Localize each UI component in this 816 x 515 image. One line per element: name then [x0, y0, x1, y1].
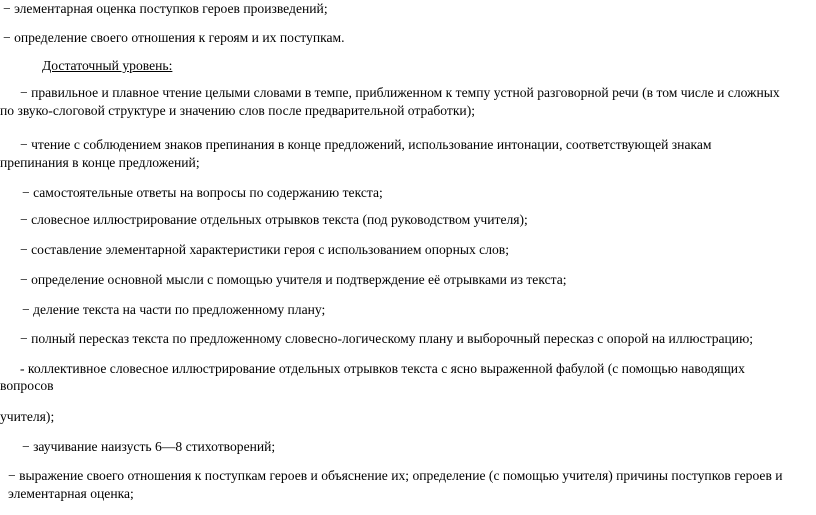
text-line-7: препинания в конце предложений;: [0, 155, 200, 170]
text-line-10: − составление элементарной характеристики героя с использованием опорных слов;: [20, 242, 509, 257]
text-line-11: − определение основной мысли с помощью учителя и подтверждение её отрывками из текста;: [20, 272, 567, 287]
text-line-5: по звуко-слоговой структуре и значению слов после предварительной отработки);: [0, 103, 476, 118]
text-line-4: − правильное и плавное чтение целыми словами в темпе, приближенном к темпу устной разговорной речи (в том числе и сложных: [20, 85, 780, 100]
text-line-6: − чтение с соблюдением знаков препинания в конце предложений, использование интонации, соответствующей знакам: [20, 137, 712, 152]
text-line-15: вопросов: [0, 378, 54, 393]
text-line-16: учителя);: [0, 409, 55, 424]
text-line-9: − словесное иллюстрирование отдельных отрывков текста (под руководством учителя);: [20, 212, 528, 227]
section-heading: Достаточный уровень:: [42, 58, 173, 73]
text-line-13: − полный пересказ текста по предложенному словесно-логическому плану и выборочный пересказ с опорой на иллюстрацию;: [20, 331, 754, 346]
text-line-12: − деление текста на части по предложенному плану;: [22, 302, 326, 317]
text-line-1: − элементарная оценка поступков героев произведений;: [3, 1, 328, 16]
text-line-18: − выражение своего отношения к поступкам героев и объяснение их; определение (с помощью учителя) причины поступков героев и: [8, 468, 783, 483]
text-line-17: − заучивание наизусть 6—8 стихотворений;: [22, 439, 276, 454]
text-line-8: − самостоятельные ответы на вопросы по содержанию текста;: [22, 185, 383, 200]
text-line-2: − определение своего отношения к героям и их поступкам.: [3, 30, 345, 45]
text-line-14: - коллективное словесное иллюстрирование отдельных отрывков текста с ясно выраженной фабулой (с помощью наводящих: [20, 361, 745, 376]
text-line-19: элементарная оценка;: [8, 486, 134, 501]
